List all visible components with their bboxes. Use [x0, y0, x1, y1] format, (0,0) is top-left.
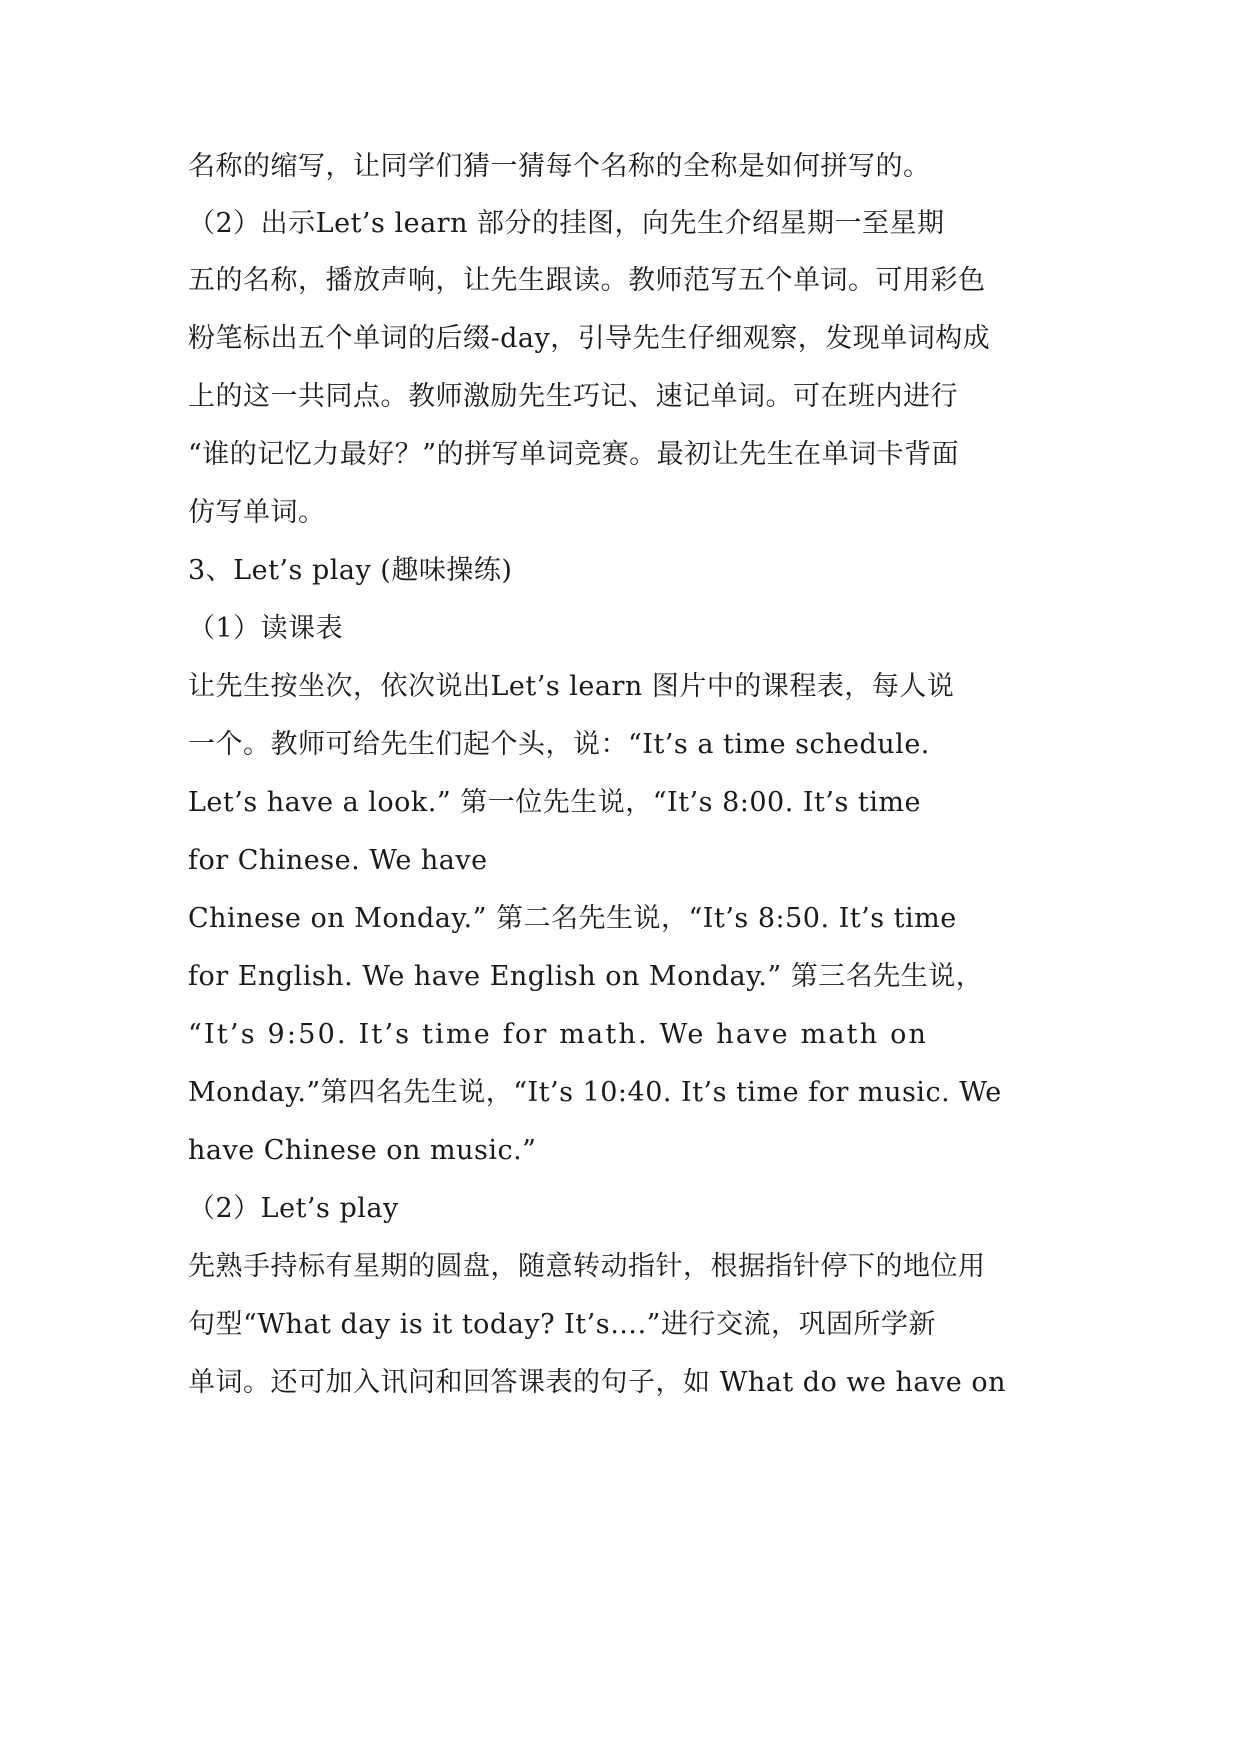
text-line: Let’s have a look.” 第一位先生说，“It’s 8:00. It’s time — [188, 787, 921, 818]
text-line: have Chinese on music.” — [188, 1135, 537, 1166]
text-line: for Chinese. We have — [188, 845, 488, 876]
text-line: for English. We have English on Monday.” 第三名先生说， — [188, 961, 984, 992]
text-line: （2）出示Let’s learn 部分的挂图，向先生介绍星期一至星期 — [188, 208, 945, 239]
text-line: 五的名称，播放声响，让先生跟读。教师范写五个单词。可用彩色 — [188, 265, 986, 296]
section-heading: 3、Let’s play (趣味操练) — [188, 555, 513, 586]
text-line: Monday.”第四名先生说，“It’s 10:40. It’s time for music. We — [188, 1077, 1002, 1108]
text-line: Chinese on Monday.” 第二名先生说，“It’s 8:50. It’s time — [188, 903, 957, 934]
text-line: 先熟手持标有星期的圆盘，随意转动指针，根据指针停下的地位用 — [188, 1251, 986, 1282]
text-line: 上的这一共同点。教师激励先生巧记、速记单词。可在班内进行 — [188, 381, 958, 412]
text-line: “谁的记忆力最好？”的拼写单词竞赛。最初让先生在单词卡背面 — [188, 439, 960, 470]
text-line: 句型“What day is it today? It’s….”进行交流，巩固所学新 — [188, 1309, 936, 1340]
text-line: 名称的缩写，让同学们猜一猜每个名称的全称是如何拼写的。 — [188, 151, 931, 182]
text-line: “It’s 9:50. It’s time for math. We have math on — [188, 1019, 929, 1050]
text-line: 一个。教师可给先生们起个头，说：“It’s a time schedule. — [188, 729, 930, 760]
text-line: 粉笔标出五个单词的后缀-day，引导先生仔细观察，发现单词构成 — [188, 323, 991, 354]
text-line: 单词。还可加入讯问和回答课表的句子，如 What do we have on — [188, 1367, 1006, 1398]
text-line: 仿写单词。 — [188, 497, 326, 528]
text-line: 让先生按坐次，依次说出Let’s learn 图片中的课程表，每人说 — [188, 671, 955, 702]
subsection-heading: （1）读课表 — [188, 613, 344, 644]
subsection-heading: （2）Let’s play — [188, 1193, 399, 1224]
